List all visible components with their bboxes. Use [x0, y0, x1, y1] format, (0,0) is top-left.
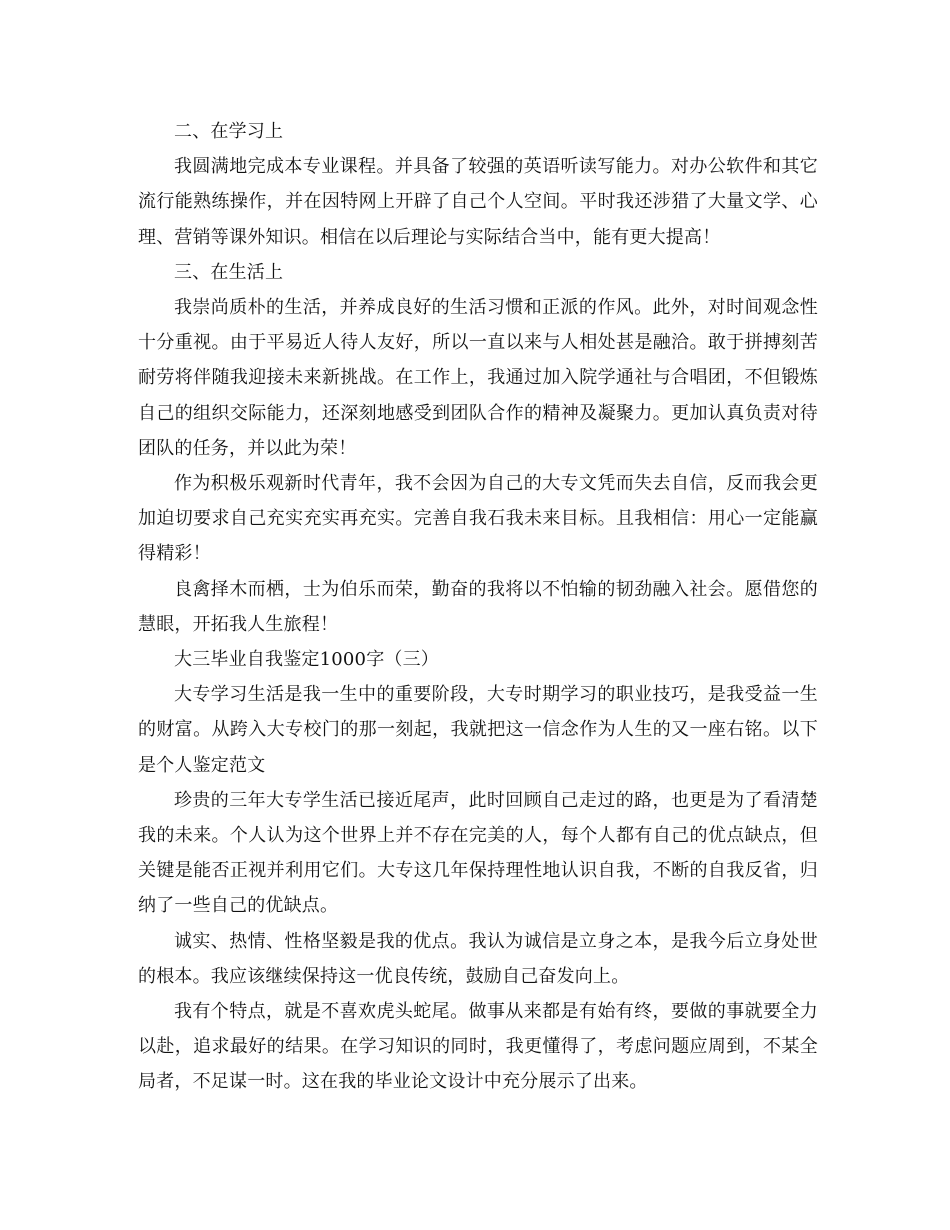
document-body	[138, 114, 818, 1100]
paragraph-intro: 大专学习生活是我一生中的重要阶段，大专时期学习的职业技巧，是我受益一生的财富。从跨入大专校门的那一刻起，我就把这一信念作为人生的又一座右铭。以下是个人鉴定范文	[138, 684, 818, 776]
paragraph-strengths: 诚实、热情、性格坚毅是我的优点。我认为诚信是立身之本，是我今后立身处世的根本。我应该继续保持这一优良传统，鼓励自己奋发向上。	[138, 930, 818, 987]
paragraph-closing: 良禽择木而栖，士为伯乐而荣，勤奋的我将以不怕输的韧劲融入社会。愿借您的慧眼，开拓我人生旅程！	[138, 578, 818, 635]
article-title: 大三毕业自我鉴定1000字（三）	[174, 649, 440, 671]
paragraph-reflection: 珍贵的三年大专学生活已接近尾声，此时回顾自己走过的路，也更是为了看清楚我的未来。个人认为这个世界上并不存在完美的人，每个人都有自己的优点缺点，但关键是能否正视并利用它们。大专这几年保持理性地认识自我，不断的自我反省，归纳了一些自己的优缺点。	[138, 789, 818, 917]
section-heading-life: 三、在生活上	[174, 261, 284, 283]
paragraph-life: 我崇尚质朴的生活，并养成良好的生活习惯和正派的作风。此外，对时间观念性十分重视。由于平易近人待人友好，所以一直以来与人相处甚是融洽。敢于拼搏刻苦耐劳将伴随我迎接未来新挑战。在工作上，我通过加入院学通社与合唱团，不但锻炼自己的组织交际能力，还深刻地感受到团队合作的精神及凝聚力。更加认真负责对待团队的任务，并以此为荣！	[138, 297, 818, 459]
paragraph-confidence: 作为积极乐观新时代青年，我不会因为自己的大专文凭而失去自信，反而我会更加迫切要求自己充实充实再充实。完善自我石我未来目标。且我相信：用心一定能赢得精彩！	[138, 473, 818, 565]
section-heading-study: 二、在学习上	[174, 121, 284, 142]
paragraph-traits: 我有个特点，就是不喜欢虎头蛇尾。做事从来都是有始有终，要做的事就要全力以赴，追求最好的结果。在学习知识的同时，我更懂得了，考虑问题应周到，不某全局者，不足谋一时。这在我的毕业论文设计中充分展示了出来。	[138, 1001, 818, 1093]
paragraph-study: 我圆满地完成本专业课程。并具备了较强的英语听读写能力。对办公软件和其它流行能熟练操作，并在因特网上开辟了自己个人空间。平时我还涉猎了大量文学、心理、营销等课外知识。相信在以后理论与实际结合当中，能有更大提高！	[138, 156, 818, 248]
